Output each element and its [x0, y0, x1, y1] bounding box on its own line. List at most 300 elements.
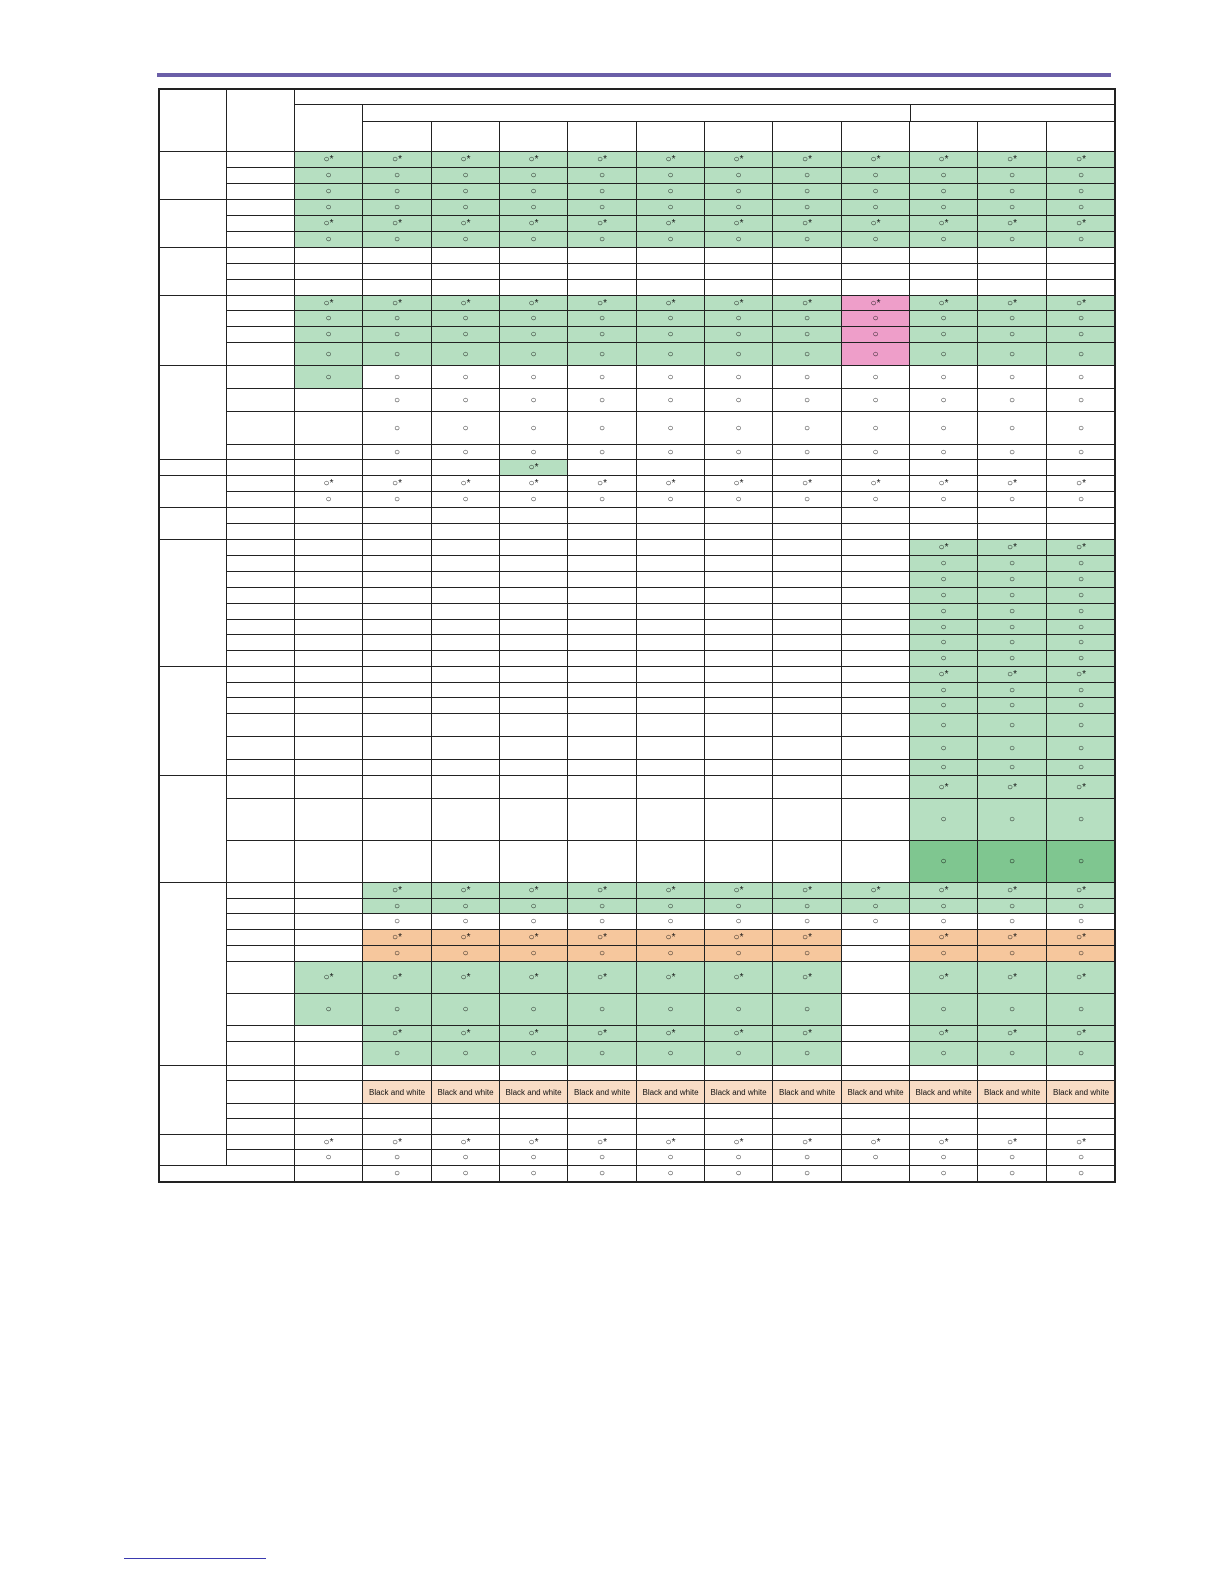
table-cell-r24-c1: [295, 556, 363, 572]
table-cell-r9-c12: [1047, 280, 1116, 296]
table-cell-r12-c7: ○: [705, 327, 773, 343]
table-cell-r25-c1: [295, 572, 363, 588]
table-cell-r16-c5: ○: [568, 412, 637, 445]
table-cell-r54-c9: ○: [842, 1150, 910, 1166]
table-cell-r49-c4: [500, 1066, 568, 1081]
table-cell-r5-c3: ○*: [432, 216, 500, 232]
table-cell-r3-c12: ○: [1047, 184, 1116, 200]
table-cell-r9-c3: [432, 280, 500, 296]
table-cell-r11-c6: ○: [637, 311, 705, 327]
table-cell-r47-c11: ○*: [978, 1026, 1047, 1042]
table-cell-r28-c6: [637, 620, 705, 635]
item-cell-25: [227, 572, 295, 588]
header-cell-model-8: [842, 122, 910, 152]
table-cell-r30-c12: ○: [1047, 651, 1116, 667]
table-cell-r24-c11: ○: [978, 556, 1047, 572]
table-cell-r29-c8: [773, 635, 842, 651]
table-cell-r4-c4: ○: [500, 200, 568, 216]
table-cell-r51-c8: [773, 1104, 842, 1119]
table-cell-r17-c9: ○: [842, 445, 910, 460]
table-cell-r52-c2: [363, 1119, 432, 1135]
table-cell-r18-c11: [978, 460, 1047, 476]
category-cell-13: [158, 1066, 227, 1135]
item-cell-33: [227, 698, 295, 714]
table-cell-r5-c4: ○*: [500, 216, 568, 232]
table-cell-r1-c6: ○*: [637, 152, 705, 168]
table-cell-r42-c11: ○: [978, 914, 1047, 930]
item-cell-39: [227, 841, 295, 883]
item-cell-55: [227, 1166, 295, 1182]
table-cell-r18-c8: [773, 460, 842, 476]
table-cell-r55-c5: ○: [568, 1166, 637, 1182]
table-cell-r44-c7: ○: [705, 946, 773, 962]
table-cell-r41-c2: ○: [363, 899, 432, 914]
header-cell-group-2: [910, 105, 1116, 122]
table-cell-r31-c9: [842, 667, 910, 683]
table-cell-r37-c4: [500, 776, 568, 799]
table-cell-r18-c12: [1047, 460, 1116, 476]
table-cell-r43-c6: ○*: [637, 930, 705, 946]
group-separator: [158, 775, 1116, 776]
item-cell-31: [227, 667, 295, 683]
table-cell-r15-c10: ○: [910, 389, 978, 412]
category-cell-7: [158, 476, 227, 508]
item-cell-54: [227, 1150, 295, 1166]
table-cell-r6-c9: ○: [842, 232, 910, 248]
table-cell-r11-c2: ○: [363, 311, 432, 327]
table-cell-r4-c10: ○: [910, 200, 978, 216]
table-cell-r19-c10: ○*: [910, 476, 978, 492]
table-cell-r40-c6: ○*: [637, 883, 705, 899]
table-cell-r36-c9: [842, 760, 910, 776]
table-cell-r41-c12: ○: [1047, 899, 1116, 914]
table-cell-r42-c9: ○: [842, 914, 910, 930]
table-cell-r19-c4: ○*: [500, 476, 568, 492]
table-cell-r31-c4: [500, 667, 568, 683]
table-cell-r1-c7: ○*: [705, 152, 773, 168]
table-cell-r49-c10: [910, 1066, 978, 1081]
table-cell-r10-c11: ○*: [978, 296, 1047, 311]
table-cell-r30-c6: [637, 651, 705, 667]
item-cell-26: [227, 588, 295, 604]
table-cell-r45-c1: ○*: [295, 962, 363, 994]
table-cell-r34-c10: ○: [910, 714, 978, 737]
header-cell-model-7: [773, 122, 842, 152]
table-cell-r20-c3: ○: [432, 492, 500, 508]
table-cell-r30-c1: [295, 651, 363, 667]
table-cell-r28-c11: ○: [978, 620, 1047, 635]
table-cell-r33-c9: [842, 698, 910, 714]
table-cell-r24-c9: [842, 556, 910, 572]
table-cell-r37-c3: [432, 776, 500, 799]
item-cell-9: [227, 280, 295, 296]
table-cell-r49-c1: [295, 1066, 363, 1081]
table-cell-r39-c6: [637, 841, 705, 883]
table-cell-r27-c7: [705, 604, 773, 620]
table-cell-r19-c3: ○*: [432, 476, 500, 492]
table-cell-r17-c4: ○: [500, 445, 568, 460]
table-cell-r30-c11: ○: [978, 651, 1047, 667]
table-cell-r29-c11: ○: [978, 635, 1047, 651]
table-cell-r53-c10: ○*: [910, 1135, 978, 1150]
table-cell-r24-c6: [637, 556, 705, 572]
table-cell-r50-c9: Black and white: [842, 1081, 910, 1104]
table-cell-r21-c10: [910, 508, 978, 524]
table-cell-r13-c8: ○: [773, 343, 842, 366]
table-cell-r11-c3: ○: [432, 311, 500, 327]
table-cell-r27-c3: [432, 604, 500, 620]
table-cell-r28-c9: [842, 620, 910, 635]
table-cell-r35-c11: ○: [978, 737, 1047, 760]
table-cell-r43-c4: ○*: [500, 930, 568, 946]
table-cell-r35-c8: [773, 737, 842, 760]
table-cell-r3-c4: ○: [500, 184, 568, 200]
table-cell-r8-c9: [842, 264, 910, 280]
table-cell-r45-c9: [842, 962, 910, 994]
table-cell-r12-c9: ○: [842, 327, 910, 343]
table-cell-r7-c9: [842, 248, 910, 264]
table-cell-r28-c4: [500, 620, 568, 635]
table-cell-r18-c5: [568, 460, 637, 476]
table-cell-r34-c7: [705, 714, 773, 737]
table-cell-r50-c6: Black and white: [637, 1081, 705, 1104]
table-cell-r19-c9: ○*: [842, 476, 910, 492]
table-cell-r46-c8: ○: [773, 994, 842, 1026]
table-cell-r32-c2: [363, 683, 432, 698]
table-cell-r9-c1: [295, 280, 363, 296]
table-cell-r22-c7: [705, 524, 773, 540]
table-cell-r22-c4: [500, 524, 568, 540]
table-cell-r52-c6: [637, 1119, 705, 1135]
table-cell-r3-c9: ○: [842, 184, 910, 200]
table-cell-r19-c5: ○*: [568, 476, 637, 492]
table-cell-r32-c7: [705, 683, 773, 698]
table-cell-r50-c7: Black and white: [705, 1081, 773, 1104]
table-cell-r20-c6: ○: [637, 492, 705, 508]
table-cell-r39-c8: [773, 841, 842, 883]
table-cell-r52-c5: [568, 1119, 637, 1135]
table-cell-r42-c2: ○: [363, 914, 432, 930]
table-cell-r52-c12: [1047, 1119, 1116, 1135]
table-cell-r55-c2: ○: [363, 1166, 432, 1182]
item-cell-53: [227, 1135, 295, 1150]
table-cell-r44-c5: ○: [568, 946, 637, 962]
table-cell-r37-c11: ○*: [978, 776, 1047, 799]
table-cell-r11-c1: ○: [295, 311, 363, 327]
table-cell-r1-c9: ○*: [842, 152, 910, 168]
table-cell-r14-c6: ○: [637, 366, 705, 389]
item-cell-12: [227, 327, 295, 343]
table-cell-r33-c3: [432, 698, 500, 714]
table-cell-r45-c5: ○*: [568, 962, 637, 994]
table-cell-r11-c12: ○: [1047, 311, 1116, 327]
table-cell-r42-c10: ○: [910, 914, 978, 930]
item-cell-2: [227, 168, 295, 184]
table-cell-r20-c1: ○: [295, 492, 363, 508]
table-cell-r51-c2: [363, 1104, 432, 1119]
header-cell-model-2: [432, 122, 500, 152]
table-cell-r11-c8: ○: [773, 311, 842, 327]
item-cell-6: [227, 232, 295, 248]
table-cell-r46-c5: ○: [568, 994, 637, 1026]
table-cell-r4-c6: ○: [637, 200, 705, 216]
table-cell-r45-c6: ○*: [637, 962, 705, 994]
table-cell-r17-c6: ○: [637, 445, 705, 460]
header-cell-model-10: [978, 122, 1047, 152]
table-cell-r54-c1: ○: [295, 1150, 363, 1166]
table-cell-r21-c2: [363, 508, 432, 524]
table-cell-r26-c7: [705, 588, 773, 604]
table-cell-r15-c6: ○: [637, 389, 705, 412]
table-cell-r36-c6: [637, 760, 705, 776]
table-cell-r35-c5: [568, 737, 637, 760]
table-cell-r30-c4: [500, 651, 568, 667]
table-cell-r12-c1: ○: [295, 327, 363, 343]
table-cell-r20-c12: ○: [1047, 492, 1116, 508]
table-cell-r15-c12: ○: [1047, 389, 1116, 412]
table-cell-r54-c3: ○: [432, 1150, 500, 1166]
table-cell-r55-c4: ○: [500, 1166, 568, 1182]
table-cell-r8-c12: [1047, 264, 1116, 280]
category-cell-11: [158, 776, 227, 883]
item-cell-27: [227, 604, 295, 620]
table-cell-r52-c10: [910, 1119, 978, 1135]
table-cell-r5-c7: ○*: [705, 216, 773, 232]
header-cell-model-4: [568, 122, 637, 152]
header-cell-item: [227, 88, 295, 152]
table-cell-r19-c2: ○*: [363, 476, 432, 492]
group-separator: [158, 882, 1116, 883]
table-cell-r37-c9: [842, 776, 910, 799]
table-cell-r8-c1: [295, 264, 363, 280]
table-cell-r29-c10: ○: [910, 635, 978, 651]
item-cell-30: [227, 651, 295, 667]
table-cell-r9-c11: [978, 280, 1047, 296]
table-cell-r31-c8: [773, 667, 842, 683]
group-separator: [158, 539, 1116, 540]
table-cell-r35-c7: [705, 737, 773, 760]
table-cell-r51-c12: [1047, 1104, 1116, 1119]
table-cell-r38-c3: [432, 799, 500, 841]
table-cell-r49-c12: [1047, 1066, 1116, 1081]
table-cell-r35-c1: [295, 737, 363, 760]
table-cell-r5-c1: ○*: [295, 216, 363, 232]
header-cell-model-11: [1047, 122, 1116, 152]
table-cell-r53-c9: ○*: [842, 1135, 910, 1150]
item-cell-36: [227, 760, 295, 776]
table-cell-r27-c1: [295, 604, 363, 620]
table-cell-r46-c6: ○: [637, 994, 705, 1026]
table-cell-r48-c1: [295, 1042, 363, 1066]
table-cell-r34-c9: [842, 714, 910, 737]
table-cell-r33-c11: ○: [978, 698, 1047, 714]
table-cell-r26-c5: [568, 588, 637, 604]
table-cell-r15-c2: ○: [363, 389, 432, 412]
table-cell-r49-c2: [363, 1066, 432, 1081]
table-cell-r9-c2: [363, 280, 432, 296]
table-cell-r22-c2: [363, 524, 432, 540]
table-cell-r33-c8: [773, 698, 842, 714]
table-cell-r17-c7: ○: [705, 445, 773, 460]
table-cell-r48-c11: ○: [978, 1042, 1047, 1066]
table-cell-r10-c9: ○*: [842, 296, 910, 311]
table-cell-r29-c6: [637, 635, 705, 651]
table-cell-r26-c10: ○: [910, 588, 978, 604]
table-cell-r1-c10: ○*: [910, 152, 978, 168]
table-cell-r19-c11: ○*: [978, 476, 1047, 492]
table-cell-r4-c3: ○: [432, 200, 500, 216]
table-cell-r13-c1: ○: [295, 343, 363, 366]
table-cell-r45-c10: ○*: [910, 962, 978, 994]
table-cell-r32-c1: [295, 683, 363, 698]
table-cell-r15-c11: ○: [978, 389, 1047, 412]
table-cell-r2-c10: ○: [910, 168, 978, 184]
table-cell-r49-c6: [637, 1066, 705, 1081]
table-cell-r33-c6: [637, 698, 705, 714]
table-cell-r48-c12: ○: [1047, 1042, 1116, 1066]
table-cell-r37-c5: [568, 776, 637, 799]
table-cell-r22-c11: [978, 524, 1047, 540]
table-cell-r12-c11: ○: [978, 327, 1047, 343]
table-cell-r12-c12: ○: [1047, 327, 1116, 343]
table-cell-r4-c1: ○: [295, 200, 363, 216]
table-cell-r8-c6: [637, 264, 705, 280]
table-cell-r37-c6: [637, 776, 705, 799]
table-cell-r3-c5: ○: [568, 184, 637, 200]
table-cell-r36-c8: [773, 760, 842, 776]
table-cell-r20-c9: ○: [842, 492, 910, 508]
table-cell-r42-c4: ○: [500, 914, 568, 930]
table-cell-r20-c11: ○: [978, 492, 1047, 508]
table-cell-r29-c4: [500, 635, 568, 651]
table-cell-r40-c2: ○*: [363, 883, 432, 899]
item-cell-11: [227, 311, 295, 327]
table-cell-r13-c4: ○: [500, 343, 568, 366]
table-cell-r12-c6: ○: [637, 327, 705, 343]
table-cell-r13-c9: ○: [842, 343, 910, 366]
table-cell-r24-c4: [500, 556, 568, 572]
table-cell-r55-c12: ○: [1047, 1166, 1116, 1182]
table-cell-r7-c7: [705, 248, 773, 264]
table-cell-r11-c5: ○: [568, 311, 637, 327]
table-cell-r2-c7: ○: [705, 168, 773, 184]
table-cell-r41-c4: ○: [500, 899, 568, 914]
table-cell-r41-c9: ○: [842, 899, 910, 914]
table-cell-r31-c2: [363, 667, 432, 683]
category-cell-2: [158, 200, 227, 248]
table-cell-r14-c4: ○: [500, 366, 568, 389]
table-cell-r23-c5: [568, 540, 637, 556]
table-cell-r22-c12: [1047, 524, 1116, 540]
table-cell-r55-c3: ○: [432, 1166, 500, 1182]
table-cell-r12-c3: ○: [432, 327, 500, 343]
table-cell-r16-c1: [295, 412, 363, 445]
table-cell-r31-c5: [568, 667, 637, 683]
table-cell-r33-c1: [295, 698, 363, 714]
table-cell-r17-c10: ○: [910, 445, 978, 460]
table-cell-r18-c10: [910, 460, 978, 476]
table-cell-r47-c3: ○*: [432, 1026, 500, 1042]
table-cell-r54-c11: ○: [978, 1150, 1047, 1166]
table-cell-r2-c8: ○: [773, 168, 842, 184]
table-cell-r34-c5: [568, 714, 637, 737]
table-cell-r54-c4: ○: [500, 1150, 568, 1166]
table-cell-r43-c5: ○*: [568, 930, 637, 946]
table-cell-r36-c2: [363, 760, 432, 776]
table-cell-r23-c6: [637, 540, 705, 556]
table-cell-r50-c10: Black and white: [910, 1081, 978, 1104]
table-cell-r42-c5: ○: [568, 914, 637, 930]
table-cell-r46-c7: ○: [705, 994, 773, 1026]
table-cell-r33-c7: [705, 698, 773, 714]
table-cell-r23-c9: [842, 540, 910, 556]
table-cell-r48-c7: ○: [705, 1042, 773, 1066]
table-cell-r37-c10: ○*: [910, 776, 978, 799]
table-cell-r22-c5: [568, 524, 637, 540]
item-cell-52: [227, 1119, 295, 1135]
table-cell-r20-c4: ○: [500, 492, 568, 508]
table-cell-r53-c2: ○*: [363, 1135, 432, 1150]
table-cell-r26-c11: ○: [978, 588, 1047, 604]
group-separator: [158, 199, 1116, 200]
item-cell-29: [227, 635, 295, 651]
table-cell-r30-c10: ○: [910, 651, 978, 667]
item-cell-1: [227, 152, 295, 168]
table-cell-r38-c12: ○: [1047, 799, 1116, 841]
table-cell-r19-c6: ○*: [637, 476, 705, 492]
table-cell-r36-c11: ○: [978, 760, 1047, 776]
table-cell-r38-c11: ○: [978, 799, 1047, 841]
table-cell-r53-c7: ○*: [705, 1135, 773, 1150]
item-cell-44: [227, 946, 295, 962]
table-cell-r39-c5: [568, 841, 637, 883]
table-cell-r5-c10: ○*: [910, 216, 978, 232]
table-cell-r52-c11: [978, 1119, 1047, 1135]
table-cell-r21-c11: [978, 508, 1047, 524]
table-cell-r31-c3: [432, 667, 500, 683]
table-cell-r10-c6: ○*: [637, 296, 705, 311]
table-cell-r2-c2: ○: [363, 168, 432, 184]
table-cell-r49-c9: [842, 1066, 910, 1081]
table-cell-r26-c9: [842, 588, 910, 604]
item-cell-19: [227, 476, 295, 492]
group-separator: [158, 295, 1116, 296]
table-cell-r40-c12: ○*: [1047, 883, 1116, 899]
table-cell-r54-c6: ○: [637, 1150, 705, 1166]
table-cell-r48-c10: ○: [910, 1042, 978, 1066]
table-cell-r51-c1: [295, 1104, 363, 1119]
table-cell-r33-c4: [500, 698, 568, 714]
table-cell-r15-c1: [295, 389, 363, 412]
table-cell-r25-c4: [500, 572, 568, 588]
category-cell-4: [158, 296, 227, 366]
category-cell-3: [158, 248, 227, 296]
table-cell-r10-c3: ○*: [432, 296, 500, 311]
table-cell-r4-c12: ○: [1047, 200, 1116, 216]
table-cell-r36-c1: [295, 760, 363, 776]
table-cell-r7-c11: [978, 248, 1047, 264]
table-cell-r32-c9: [842, 683, 910, 698]
table-cell-r40-c9: ○*: [842, 883, 910, 899]
table-cell-r8-c2: [363, 264, 432, 280]
table-cell-r27-c10: ○: [910, 604, 978, 620]
table-cell-r25-c2: [363, 572, 432, 588]
table-cell-r6-c11: ○: [978, 232, 1047, 248]
table-cell-r47-c9: [842, 1026, 910, 1042]
table-cell-r40-c10: ○*: [910, 883, 978, 899]
item-cell-3: [227, 184, 295, 200]
table-cell-r15-c9: ○: [842, 389, 910, 412]
